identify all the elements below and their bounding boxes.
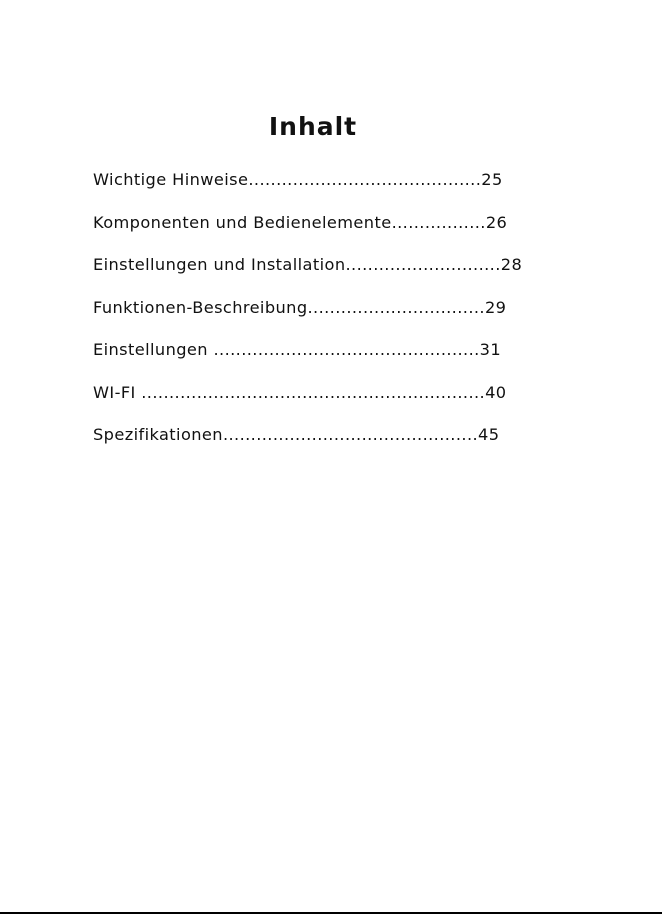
toc-entry-label: Spezifikationen (93, 425, 223, 444)
toc-entry-page: 31 (479, 340, 502, 359)
toc-entry-leader: ............................ (345, 255, 501, 274)
toc-entry-label: Funktionen-Beschreibung (93, 297, 308, 317)
toc-list (93, 168, 583, 466)
toc-entry-page: 40 (485, 382, 507, 402)
toc-entry-page: 45 (478, 425, 500, 444)
toc-entry-label: Einstellungen (93, 340, 214, 359)
page-title: Inhalt (268, 112, 358, 141)
toc-entry-leader: ................................ (307, 297, 485, 317)
toc-entry-page: 26 (485, 212, 508, 232)
toc-entry-label: Einstellungen und Installation (93, 255, 346, 274)
toc-entry-page: 29 (484, 297, 507, 317)
toc-entry-label: Komponenten und Bedienelemente (93, 212, 392, 232)
toc-entry-leader: ................. (391, 212, 486, 232)
toc-entry-page: 25 (481, 170, 503, 189)
toc-entry (93, 253, 583, 296)
toc-entry (93, 296, 583, 339)
toc-entry-label: Wichtige Hinweise (93, 170, 249, 189)
toc-entry (93, 168, 583, 211)
toc-entry (93, 423, 583, 466)
toc-entry-leader: ................................................ (213, 340, 480, 359)
toc-entry-leader: .............................................................. (141, 382, 486, 402)
toc-entry-leader: .......................................... (248, 170, 482, 189)
toc-entry-label: WI-FI (93, 382, 142, 402)
toc-entry (93, 211, 583, 254)
toc-entry-leader: .............................................. (222, 425, 479, 444)
toc-entry (93, 381, 583, 424)
toc-entry (93, 338, 583, 381)
toc-entry-page: 28 (500, 255, 523, 274)
